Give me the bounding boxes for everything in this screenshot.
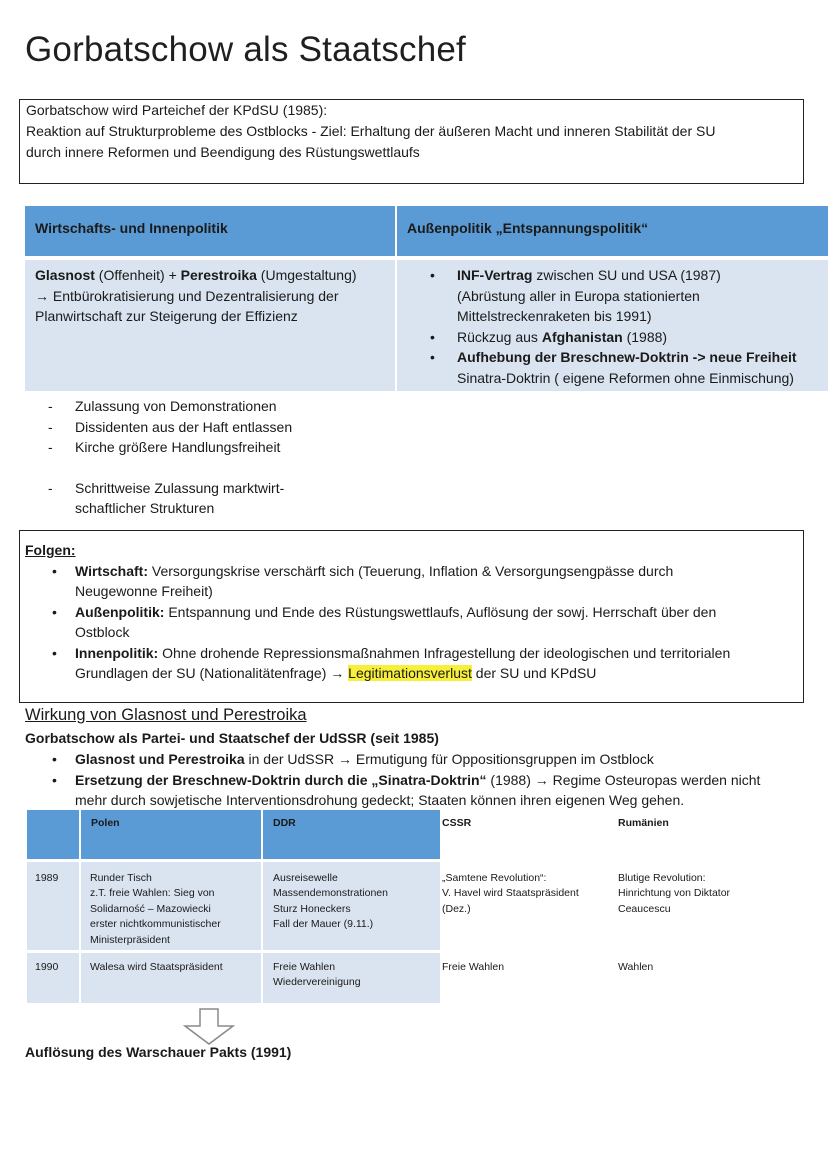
afghanistan-post: (1988) [622, 328, 668, 345]
header-domestic-policy: Wirtschafts- und Innenpolitik [25, 206, 395, 256]
list-item [25, 643, 803, 684]
intro-line: durch innere Reformen und Beendigung des Rüstungswettlaufs [26, 144, 420, 160]
cell-line: z.T. freie Wahlen: Sieg von [90, 887, 215, 899]
events-table [27, 810, 798, 1003]
list-item: - Dissidenten aus der Haft entlassen [25, 417, 292, 438]
intro-line: Reaktion auf Strukturprobleme des Ostblocks - Ziel: Erhaltung der äußeren Macht und inneren Stabilität der SU [26, 123, 716, 139]
glasnost-perestroika-line [35, 265, 395, 286]
cell-line: Ministerpräsident [90, 933, 170, 946]
list-item [25, 561, 803, 602]
cell-line: V. Havel wird Staatspräsident [442, 887, 579, 899]
table-cell [80, 860, 262, 951]
cell-line: „Samtene Revolution“: [442, 871, 547, 884]
table-row [27, 951, 798, 1003]
inf-treaty-line: Mittelstreckenraketen bis 1991) [457, 308, 652, 324]
table-cell [618, 860, 798, 951]
afghanistan-term: Afghanistan [541, 328, 623, 345]
table-header [27, 810, 80, 860]
consequence-text: Ohne drohende Repressionsmaßnahmen Infragestellung der ideologischen und territorialen [158, 644, 731, 661]
cell-line: erster nichtkommunistischer [90, 918, 221, 930]
consequence-label: Außenpolitik: [75, 603, 165, 620]
inf-treaty-text: zwischen SU und USA (1987) [532, 267, 721, 283]
list-item: - Zulassung von Demonstrationen [25, 396, 292, 417]
market-line: schaftlicher Strukturen [75, 500, 215, 516]
cell-line: Ausreisewelle [273, 871, 338, 884]
domestic-line: → Entbürokratisierung und Dezentralisierung der [35, 287, 339, 304]
consequence-text: Ostblock [75, 624, 130, 640]
wirkung-term: Glasnost und Perestroika [75, 751, 245, 767]
table-header: CSSR [440, 810, 618, 860]
consequence-text: Entspannung und Ende des Rüstungswettlaufs, Auflösung der sowj. Herrschaft über den [164, 603, 717, 620]
breschnew-term: Aufhebung der Breschnew-Doktrin -> neue Freiheit [457, 349, 797, 365]
cell-line: (Dez.) [442, 902, 471, 915]
cell-line: Freie Wahlen [273, 960, 336, 973]
glasnost-note: (Offenheit) + [94, 267, 181, 283]
foreign-item: • Rückzug aus Afghanistan (1988) [430, 328, 668, 345]
cell-line: Wiedervereinigung [273, 976, 361, 988]
table-header-row [27, 810, 798, 860]
cell-line: Walesa wird Staatspräsident [90, 960, 223, 973]
table-header: DDR [262, 810, 440, 860]
cell-line: Massendemonstrationen [273, 887, 388, 899]
consequence-text: der SU und KPdSU [471, 665, 597, 681]
consequence-text: Neugewonne Freiheit) [75, 583, 213, 599]
consequence-text: Versorgungskrise verschärft sich (Teuerung, Inflation & Versorgungsengpässe durch [148, 562, 674, 579]
glasnost-term: Glasnost [35, 267, 95, 283]
perestroika-note: (Umgestaltung) [256, 267, 357, 283]
consequence-label: Innenpolitik: [75, 644, 159, 661]
consequences-heading: Folgen: [25, 542, 76, 558]
list-item [25, 602, 803, 643]
table-header: Rumänien [618, 810, 798, 860]
section-heading: Wirkung von Glasnost und Perestroika [25, 706, 307, 724]
cell-line: Sturz Honeckers [273, 902, 351, 915]
cell-line: Runder Tisch [90, 871, 152, 884]
list-item [25, 770, 815, 811]
market-line: Schrittweise Zulassung marktwirt- [75, 479, 285, 496]
table-cell [440, 951, 618, 1003]
sinatra-line: Sinatra-Doktrin ( eigene Reformen ohne Einmischung) [457, 369, 794, 386]
consequence-label: Wirtschaft: [75, 562, 148, 579]
intro-line: Gorbatschow wird Parteichef der KPdSU (1985): [26, 102, 328, 118]
table-header: Polen [80, 810, 262, 860]
list-item [25, 478, 292, 519]
consequence-text: Grundlagen der SU (Nationalitätenfrage) → [75, 665, 349, 681]
list-item [25, 749, 815, 770]
section-subheading: Gorbatschow als Partei- und Staatschef der UdSSR (seit 1985) [25, 730, 439, 746]
cell-line: Freie Wahlen [442, 960, 505, 973]
cell-line: Fall der Mauer (9.11.) [273, 918, 374, 930]
table-cell [440, 860, 618, 951]
cell-line: Ceaucescu [618, 902, 671, 915]
table-row [27, 860, 798, 951]
page-title: Gorbatschow als Staatschef [25, 30, 466, 69]
consequences-box [19, 530, 804, 703]
inf-treaty-term: INF-Vertrag [457, 267, 533, 283]
wirkung-text: mehr durch sowjetische Interventionsdrohung gedeckt; Staaten können ihren eigenen Weg gehen. [75, 792, 685, 808]
foreign-item: • Aufhebung der Breschnew-Doktrin -> neue Freiheit Sinatra-Doktrin ( eigene Reformen ohne Einmischung) [430, 349, 797, 386]
table-cell-year: 1989 [27, 860, 80, 951]
domestic-line: Planwirtschaft zur Steigerung der Effizienz [35, 308, 298, 324]
cell-line: Hinrichtung von Diktator [618, 887, 731, 899]
measures-list [25, 396, 292, 519]
header-foreign-policy: Außenpolitik „Entspannungspolitik“ [397, 206, 828, 256]
highlighted-term: Legitimationsverlust [348, 665, 472, 681]
cell-line: Blutige Revolution: [618, 871, 706, 884]
table-cell [262, 860, 440, 951]
conclusion-text: Auflösung des Warschauer Pakts (1991) [25, 1044, 292, 1060]
table-cell [262, 951, 440, 1003]
foreign-item: • INF-Vertrag zwischen SU und USA (1987) (Abrüstung aller in Europa stationierten Mittelstreckenraketen bis 1991) [430, 267, 721, 324]
table-cell [80, 951, 262, 1003]
wirkung-text: (1988) → Regime Osteuropas werden nicht [486, 771, 761, 788]
afghanistan-pre: Rückzug aus [457, 328, 542, 345]
table-cell-year: 1990 [27, 951, 80, 1003]
wirkung-list [25, 749, 815, 811]
perestroika-term: Perestroika [180, 267, 257, 283]
wirkung-term: Ersetzung der Breschnew-Doktrin durch die „Sinatra-Doktrin“ [75, 771, 487, 788]
inf-treaty-line: (Abrüstung aller in Europa stationierten [457, 287, 700, 304]
domestic-policy-cell [25, 260, 395, 391]
foreign-policy-cell [397, 260, 828, 391]
table-cell [618, 951, 798, 1003]
list-item: - Kirche größere Handlungsfreiheit [25, 437, 292, 458]
intro-box [19, 99, 804, 184]
cell-line: Solidarność – Mazowiecki [90, 902, 211, 915]
wirkung-text: in der UdSSR → Ermutigung für Oppositionsgruppen im Ostblock [244, 751, 654, 767]
cell-line: Wahlen [618, 960, 654, 973]
